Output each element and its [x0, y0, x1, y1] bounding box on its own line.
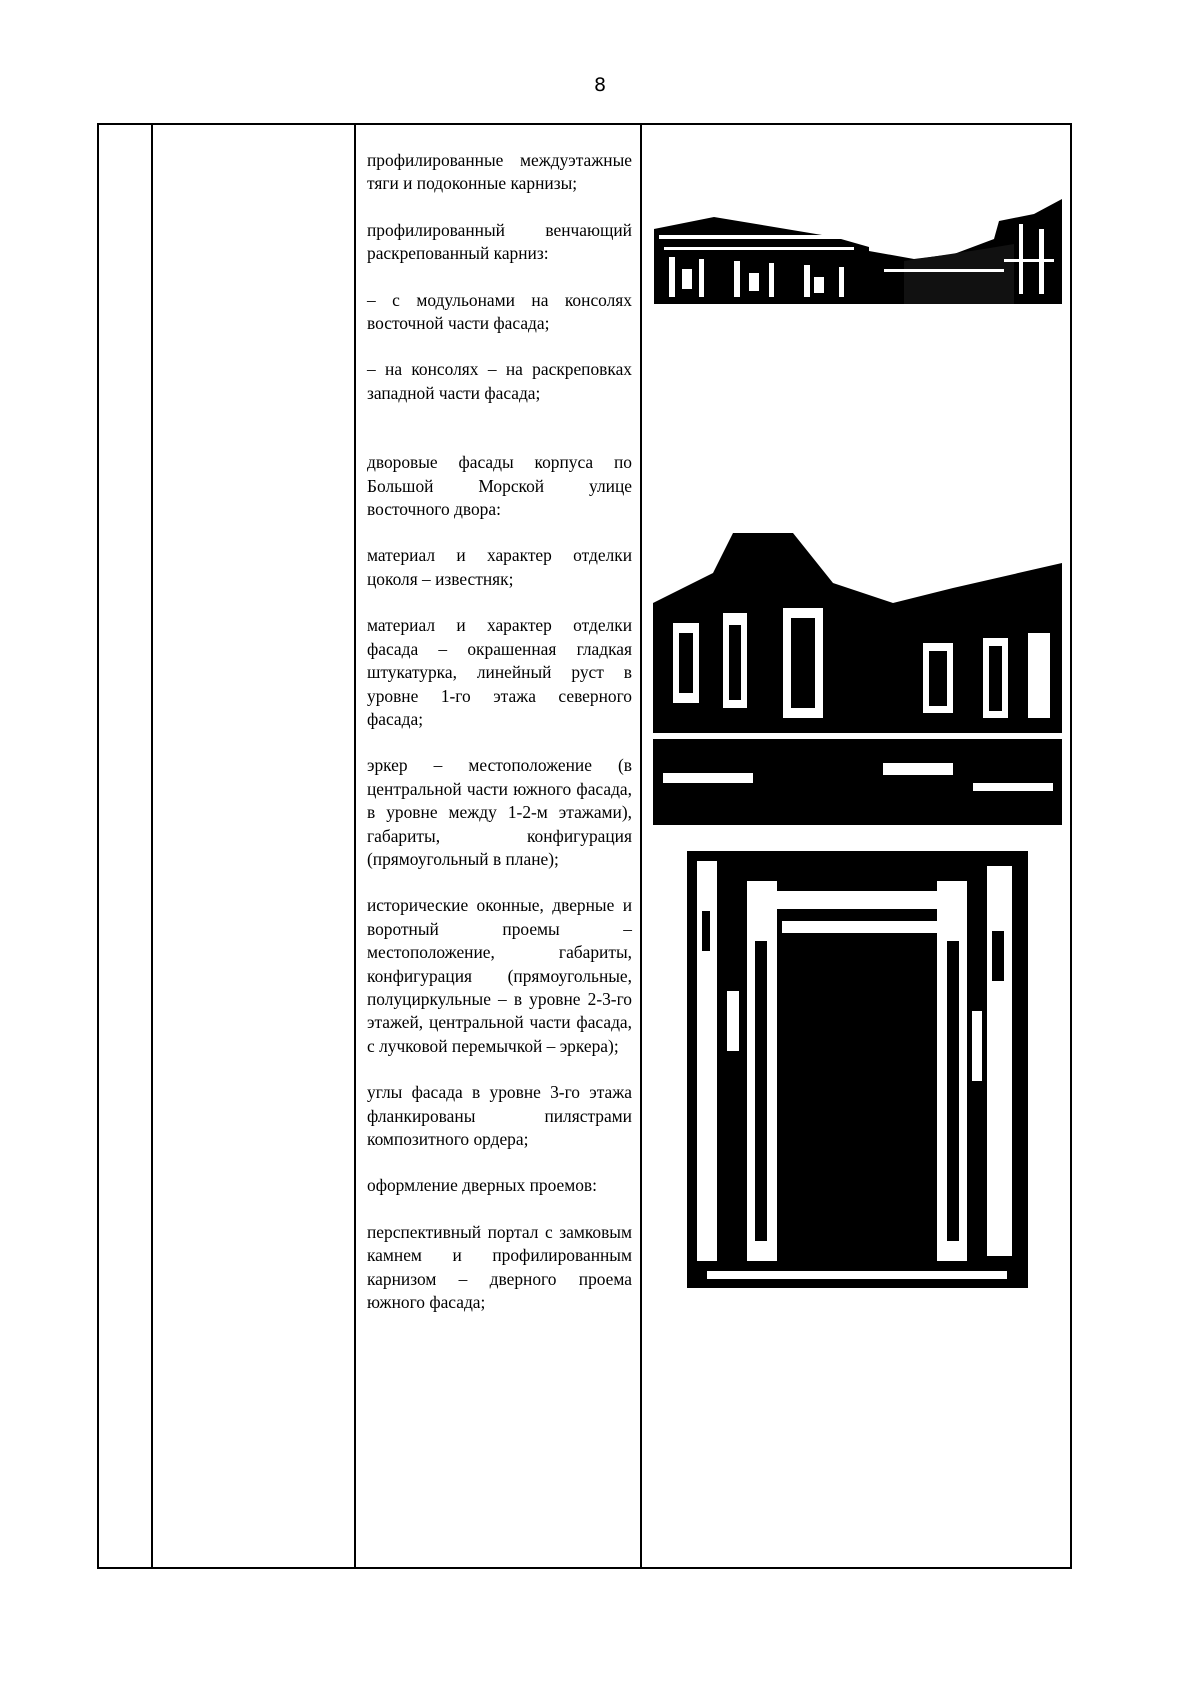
heritage-table: [97, 123, 1072, 1569]
page-number: 8: [593, 74, 607, 96]
description-column: [367, 149, 632, 1314]
courtyard-facade-photo: [653, 533, 1062, 825]
cornice-photo: [654, 199, 1062, 304]
description-paragraph: профилированный венчающий раскрепованный карниз:: [367, 219, 632, 264]
description-paragraph: исторические оконные, дверные и воротный проемы – местоположение, габариты, конфигурация (прямоугольные, полуциркульные – в уровне 2-3-го этажей, центральной части фасада, с лучковой перемычкой – эркера);: [367, 895, 632, 1056]
description-paragraph: – с модульонами на консолях восточной части фасада;: [367, 289, 632, 334]
description-paragraph: перспективный портал с замковым камнем и профилированным карнизом – дверного проема южного фасада;: [367, 1221, 632, 1313]
description-paragraph: дворовые фасады корпуса по Большой Морской улице восточного двора:: [367, 452, 632, 520]
portal-doorway-photo: [687, 851, 1028, 1288]
description-paragraph: материал и характер отделки цоколя – известняк;: [367, 545, 632, 589]
description-paragraph: оформление дверных проемов:: [367, 1175, 597, 1196]
description-paragraph: углы фасада в уровне 3-го этажа фланкированы пилястрами композитного ордера;: [367, 1082, 632, 1149]
description-paragraph: эркер – местоположение (в центральной части южного фасада, в уровне между 1-2-м этажами), габариты, конфигурация (прямоугольный в плане);: [367, 755, 632, 869]
column-divider: [640, 125, 642, 1567]
description-paragraph: – на консолях – на раскреповках западной части фасада;: [367, 359, 632, 403]
description-paragraph: профилированные междуэтажные тяги и подоконные карнизы;: [367, 150, 632, 194]
column-divider: [354, 125, 356, 1567]
description-paragraph: материал и характер отделки фасада – окрашенная гладкая штукатурка, линейный руст в уровне 1-го этажа северного фасада;: [367, 615, 632, 729]
column-divider: [151, 125, 153, 1567]
